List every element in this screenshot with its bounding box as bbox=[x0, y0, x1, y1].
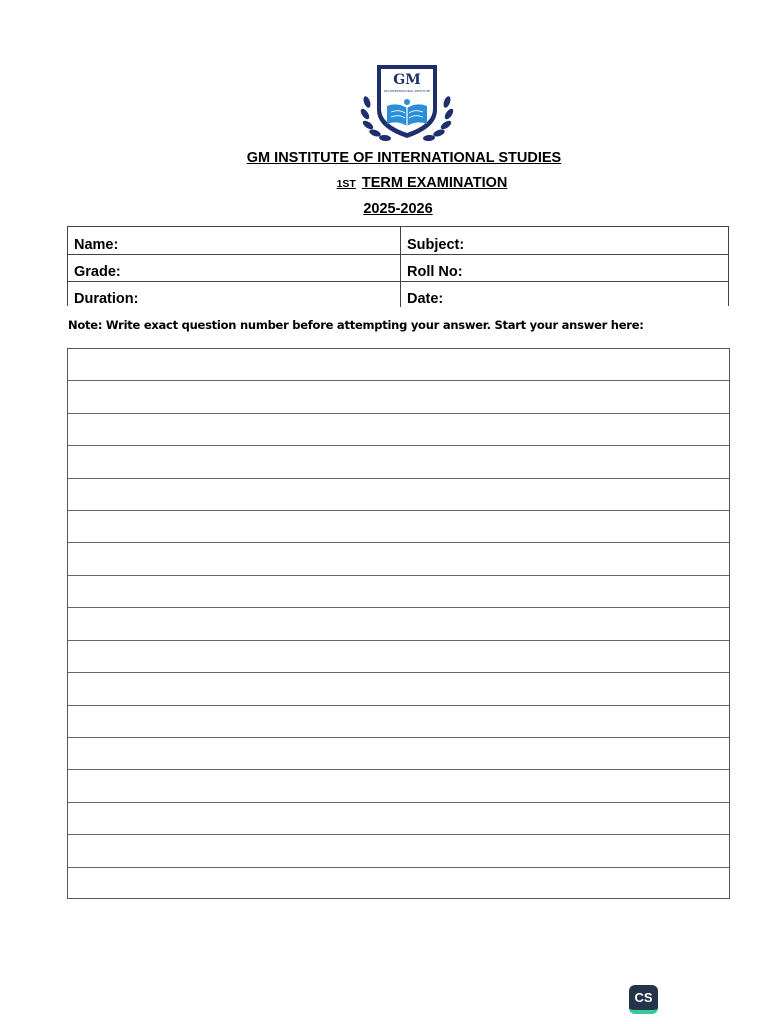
answer-line bbox=[68, 380, 729, 381]
info-row bbox=[68, 281, 728, 308]
answer-line bbox=[68, 737, 729, 738]
answer-sheet[interactable] bbox=[67, 348, 730, 899]
answer-line bbox=[68, 542, 729, 543]
subject-label: Subject: bbox=[407, 237, 465, 253]
answer-line bbox=[68, 510, 729, 511]
answer-line bbox=[68, 705, 729, 706]
answer-line bbox=[68, 867, 729, 868]
institute-name: GM INSTITUTE OF INTERNATIONAL STUDIES bbox=[246, 150, 562, 166]
info-row bbox=[68, 227, 728, 255]
answer-line bbox=[68, 607, 729, 608]
answer-line bbox=[68, 672, 729, 673]
answer-line bbox=[68, 413, 729, 414]
logo-motto: GM INTERNATIONAL INSTITUTE bbox=[383, 89, 431, 93]
term-title: TERM EXAMINATION bbox=[361, 175, 508, 191]
term-ordinal: 1ST bbox=[336, 178, 356, 190]
logo-monogram: GM bbox=[393, 72, 421, 88]
school-logo bbox=[359, 62, 455, 144]
date-label: Date: bbox=[407, 291, 444, 307]
info-row bbox=[68, 254, 728, 282]
answer-line bbox=[68, 575, 729, 576]
answer-line bbox=[68, 769, 729, 770]
answer-line bbox=[68, 478, 729, 479]
answer-line bbox=[68, 802, 729, 803]
duration-label: Duration: bbox=[74, 291, 139, 307]
answer-line bbox=[68, 640, 729, 641]
grade-label: Grade: bbox=[74, 264, 121, 280]
answer-line bbox=[68, 834, 729, 835]
instruction-note: Note: Write exact question number before attempting your answer. Start your answer here: bbox=[68, 318, 644, 332]
roll-no-label: Roll No: bbox=[407, 264, 463, 280]
answer-line bbox=[68, 445, 729, 446]
table-divider bbox=[400, 227, 401, 307]
exam-title bbox=[38, 175, 768, 191]
student-info-table bbox=[67, 226, 729, 306]
academic-year: 2025-2026 bbox=[363, 201, 433, 217]
camscanner-badge: CS bbox=[629, 985, 658, 1014]
name-label: Name: bbox=[74, 237, 119, 253]
